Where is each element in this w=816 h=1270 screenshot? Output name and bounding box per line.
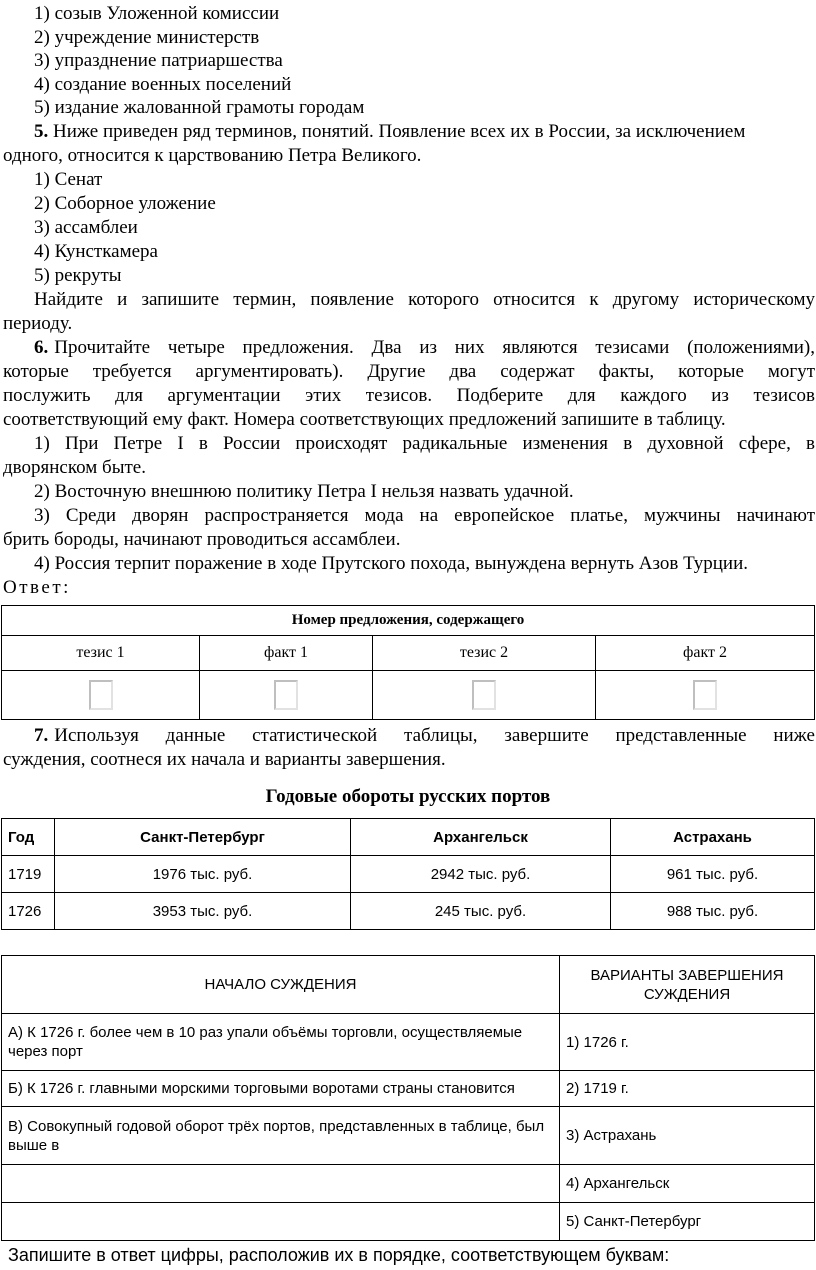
- question-text: одного, относится к царствованию Петра Великого.: [3, 145, 422, 166]
- list-item: 3) упразднение патриаршества: [34, 50, 283, 71]
- answer-col-header: тезис 1: [2, 636, 200, 671]
- judgement-end: 1) 1726 г.: [560, 1014, 815, 1071]
- table-row: [2, 1203, 815, 1241]
- task-text: Найдите и запишите термин, появление которого относится к другому историческому: [34, 289, 815, 310]
- table-row: [2, 893, 815, 930]
- judgement-table: [1, 955, 815, 1241]
- judgement-end-header: ВАРИАНТЫ ЗАВЕРШЕНИЯ СУЖДЕНИЯ: [560, 956, 815, 1014]
- judgement-start: [2, 1165, 560, 1203]
- judgement-start: А) К 1726 г. более чем в 10 раз упали объёмы торговли, осуществляемые через порт: [2, 1014, 560, 1071]
- answer-box[interactable]: [693, 680, 717, 710]
- list-item: 2) учреждение министерств: [34, 27, 260, 48]
- answer-col-header: тезис 2: [373, 636, 596, 671]
- answer-box[interactable]: [472, 680, 496, 710]
- table-row: [2, 856, 815, 893]
- judgement-end: 4) Архангельск: [560, 1165, 815, 1203]
- sentence-1: дворянском быте.: [3, 457, 146, 478]
- table-header-cell: Санкт-Петербург: [55, 819, 351, 856]
- list-item: 4) Кунсткамера: [34, 241, 158, 262]
- answer-cell[interactable]: [373, 671, 596, 720]
- question-number: 6.: [34, 337, 49, 358]
- answer-label: Ответ:: [3, 577, 71, 598]
- question-5: [34, 121, 745, 143]
- question-text: Ниже приведен ряд терминов, понятий. Появление всех их в России, за исключением: [53, 121, 746, 142]
- answer-table-header: Номер предложения, содержащего: [2, 606, 815, 636]
- list-item: 4) создание военных поселений: [34, 74, 292, 95]
- sentence-3: 3) Среди дворян распространяется мода на европейское платье, мужчины начинают: [34, 505, 815, 526]
- question-text: Прочитайте четыре предложения. Два из них являются тезисами (положениями),: [54, 337, 815, 358]
- table-cell: 3953 тыс. руб.: [55, 893, 351, 930]
- judgement-end: 3) Астрахань: [560, 1107, 815, 1165]
- sentence-1: 1) При Петре I в России происходят радикальные изменения в духовной сфере, в: [34, 433, 815, 454]
- answer-box[interactable]: [89, 680, 113, 710]
- task-text: периоду.: [3, 313, 73, 334]
- judgement-start: Б) К 1726 г. главными морскими торговыми воротами страны становится: [2, 1071, 560, 1107]
- table-header-cell: Архангельск: [351, 819, 611, 856]
- answer-cell[interactable]: [200, 671, 373, 720]
- table-cell: 961 тыс. руб.: [611, 856, 815, 893]
- sentence-3: брить бороды, начинают проводиться ассамблеи.: [3, 529, 401, 550]
- table-cell: 1719: [2, 856, 55, 893]
- answer-table: [1, 605, 815, 720]
- answer-cell[interactable]: [2, 671, 200, 720]
- answer-col-header: факт 1: [200, 636, 373, 671]
- table-cell: 1976 тыс. руб.: [55, 856, 351, 893]
- table-row: [2, 1071, 815, 1107]
- answer-cell[interactable]: [596, 671, 815, 720]
- table-header-row: [2, 956, 815, 1014]
- question-text: которые требуется аргументировать). Другие два содержат факты, которые могут: [3, 361, 815, 382]
- final-instruction: Запишите в ответ цифры, расположив их в порядке, соответствующем буквам:: [8, 1245, 670, 1265]
- list-item: 2) Соборное уложение: [34, 193, 216, 214]
- question-7: [34, 725, 815, 747]
- table-row: [2, 1014, 815, 1071]
- answer-col-header: факт 2: [596, 636, 815, 671]
- question-text: соответствующий ему факт. Номера соответствующих предложений запишите в таблицу.: [3, 409, 726, 430]
- table-title: Годовые обороты русских портов: [265, 786, 551, 807]
- judgement-end: 2) 1719 г.: [560, 1071, 815, 1107]
- list-item: 5) издание жалованной грамоты городам: [34, 97, 365, 118]
- question-text: послужить для аргументации этих тезисов. Подберите для каждого из тезисов: [3, 385, 815, 406]
- table-cell: 1726: [2, 893, 55, 930]
- question-6: [34, 337, 815, 359]
- table-cell: 988 тыс. руб.: [611, 893, 815, 930]
- judgement-start: В) Совокупный годовой оборот трёх портов, представленных в таблице, был выше в: [2, 1107, 560, 1165]
- question-number: 5.: [34, 121, 49, 142]
- table-header-row: [2, 819, 815, 856]
- table-cell: 2942 тыс. руб.: [351, 856, 611, 893]
- table-header-cell: Год: [2, 819, 55, 856]
- table-cell: 245 тыс. руб.: [351, 893, 611, 930]
- answer-box[interactable]: [274, 680, 298, 710]
- judgement-start-header: НАЧАЛО СУЖДЕНИЯ: [2, 956, 560, 1014]
- list-item: 5) рекруты: [34, 265, 122, 286]
- ports-table: [1, 818, 815, 930]
- table-row: [2, 1107, 815, 1165]
- list-item: 3) ассамблеи: [34, 217, 138, 238]
- list-item: 1) Сенат: [34, 169, 103, 190]
- judgement-end: 5) Санкт-Петербург: [560, 1203, 815, 1241]
- table-header-cell: Астрахань: [611, 819, 815, 856]
- sentence-2: 2) Восточную внешнюю политику Петра I нельзя назвать удачной.: [34, 481, 574, 502]
- question-text: Используя данные статистической таблицы, завершите представленные ниже: [54, 725, 815, 746]
- question-text: суждения, соотнеся их начала и варианты завершения.: [3, 749, 446, 770]
- sentence-4: 4) Россия терпит поражение в ходе Прутского похода, вынуждена вернуть Азов Турции.: [34, 553, 748, 574]
- judgement-start: [2, 1203, 560, 1241]
- question-number: 7.: [34, 725, 49, 746]
- list-item: 1) созыв Уложенной комиссии: [34, 3, 280, 24]
- table-row: [2, 1165, 815, 1203]
